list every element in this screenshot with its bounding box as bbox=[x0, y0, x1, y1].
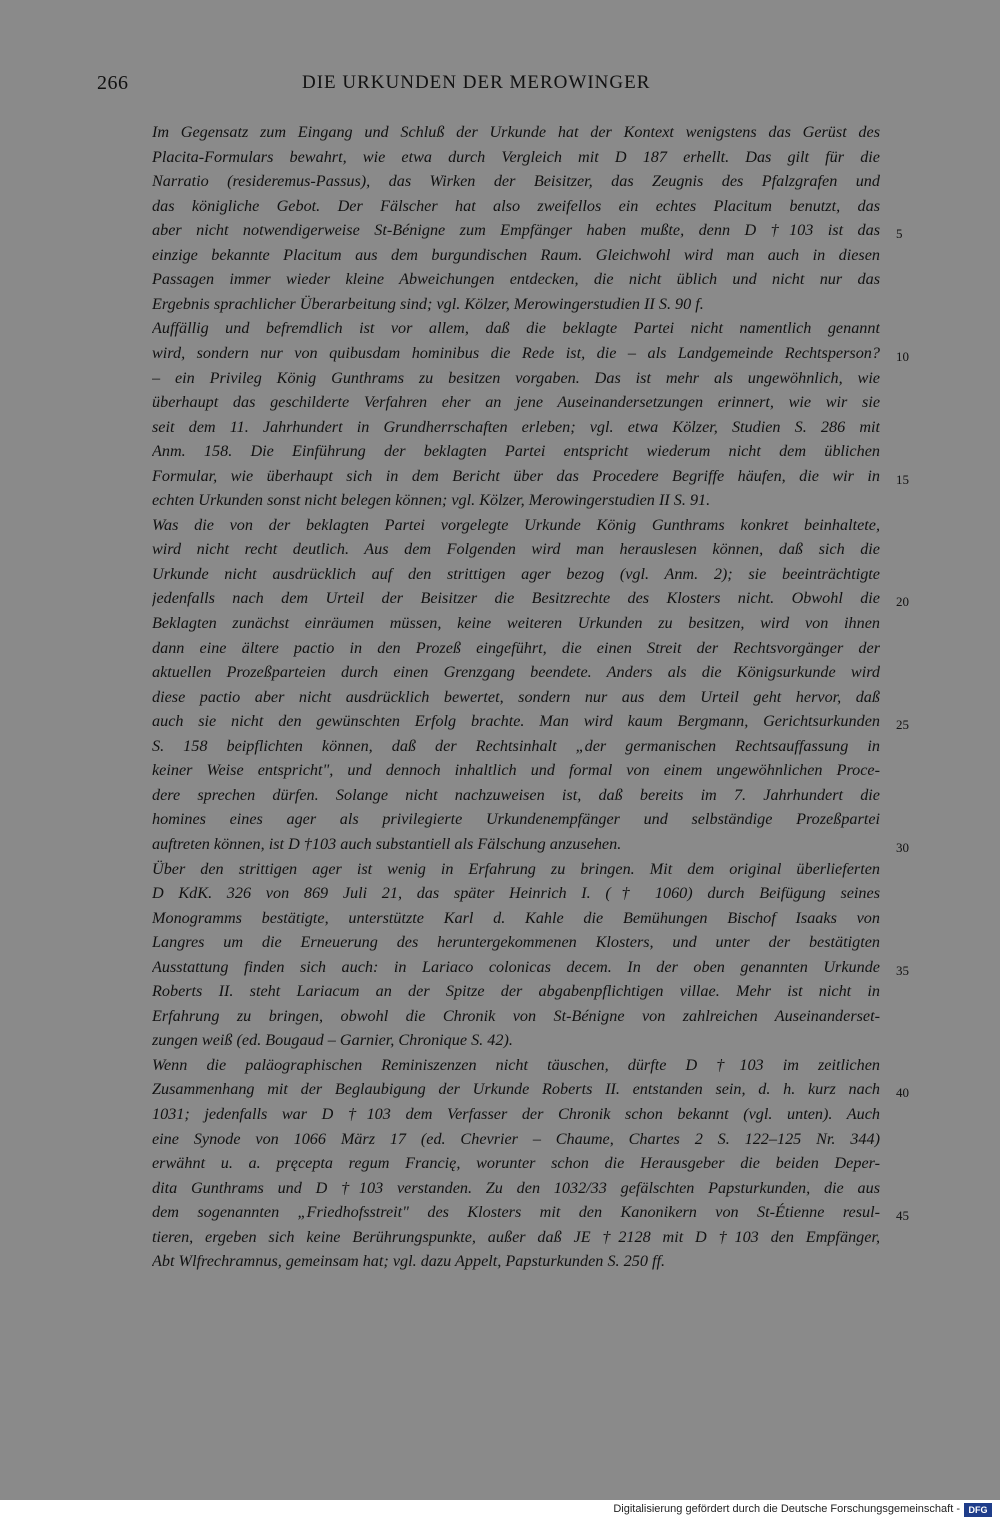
text-line: aktuellen Prozeßparteien durch einen Grenzgang beendete. Anders als die Königsurkunde wird bbox=[152, 663, 880, 682]
text-line: Über den strittigen ager ist wenig in Erfahrung zu bringen. Mit dem original überlieferten bbox=[152, 859, 880, 878]
text-line: Abt Wlfrechramnus, gemeinsam hat; vgl. dazu Appelt, Papsturkunden S. 250 ff. bbox=[152, 1252, 665, 1271]
text-line: S. 158 beipflichten können, daß der Rechtsinhalt „der germanischen Rechtsauffassung in bbox=[152, 736, 880, 755]
text-line: 1031; jedenfalls war D †103 dem Verfasser der Chronik schon bekannt (vgl. unten). Auch bbox=[152, 1105, 880, 1123]
line-number: 15 bbox=[896, 471, 909, 487]
text-line: Ausstattung finden sich auch: in Lariaco colonicas decem. In der oben genannten Urkunde bbox=[152, 957, 880, 976]
running-title: DIE URKUNDEN DER MEROWINGER bbox=[302, 72, 651, 93]
line-number: 10 bbox=[896, 348, 909, 364]
line-number: 30 bbox=[896, 839, 909, 855]
text-line: wird nicht recht deutlich. Aus dem Folgenden wird man herauslesen können, daß sich die bbox=[152, 540, 880, 559]
text-line: dem sogenannten „Friedhofsstreit" des Klosters mit den Kanonikern von St-Étienne resul- bbox=[152, 1203, 880, 1222]
text-line: keiner Weise entspricht", und dennoch inhaltlich und formal von einem ungewöhnlichen Proce- bbox=[152, 761, 880, 780]
text-line: Formular, wie überhaupt sich in dem Bericht über das Procedere Begriffe häufen, die wir in bbox=[152, 466, 880, 485]
text-line: Zusammenhang mit der Beglaubigung der Urkunde Roberts II. entstanden sein, d. h. kurz nach bbox=[152, 1080, 880, 1099]
dfg-logo: DFG bbox=[964, 1503, 992, 1517]
text-line: D KdK. 326 von 869 Juli 21, das später Heinrich I. († 1060) durch Beifügung seines bbox=[152, 884, 880, 903]
text-line: aber nicht notwendigerweise St-Bénigne zum Empfänger haben mußte, denn D †103 ist das bbox=[152, 221, 880, 240]
text-line: wird, sondern nur von quibusdam hominibus die Rede ist, die – als Landgemeinde Rechtsperson? bbox=[152, 343, 880, 362]
text-line: Anm. 158. Die Einführung der beklagten Partei entspricht wiederum nicht dem üblichen bbox=[152, 442, 880, 461]
line-number: 40 bbox=[896, 1085, 909, 1101]
text-line: überhaupt das geschilderte Verfahren eher an jene Auseinandersetzungen erinnert, wie wir sie bbox=[152, 393, 880, 412]
line-number: 20 bbox=[896, 594, 909, 610]
text-line: zungen weiß (ed. Bougaud – Garnier, Chronique S. 42). bbox=[152, 1031, 513, 1050]
text-line: diese pactio aber nicht ausdrücklich bewertet, sondern nur aus dem Urteil geht hervor, daß bbox=[152, 687, 880, 706]
line-number: 45 bbox=[896, 1208, 909, 1224]
text-line: Narratio (resideremus-Passus), das Wirken der Beisitzer, das Zeugnis des Pfalzgrafen und bbox=[152, 172, 880, 191]
text-line: Beklagten zunächst einräumen müssen, keine weiteren Urkunden zu besitzen, wird von ihnen bbox=[152, 614, 880, 632]
text-line: tieren, ergeben sich keine Berührungspunkte, außer daß JE †2128 mit D †103 den Empfänger, bbox=[152, 1227, 880, 1246]
text-line: auftreten können, ist D †103 auch substantiell als Fälschung anzusehen. bbox=[152, 834, 622, 853]
text-line: seit dem 11. Jahrhundert in Grundherrschaften erleben; vgl. etwa Kölzer, Studien S. 286 mit bbox=[152, 417, 880, 436]
text-line: dann eine ältere pactio in den Prozeß eingeführt, die einen Streit der Rechtsvorgänger der bbox=[152, 638, 880, 657]
text-line: Auffällig und befremdlich ist vor allem, daß die beklagte Partei nicht namentlich genannt bbox=[152, 319, 880, 338]
text-line: einzige bekannte Placitum aus dem burgundischen Raum. Gleichwohl wird man auch in diesen bbox=[152, 245, 880, 264]
text-line: dita Gunthrams und D †103 verstanden. Zu den 1032/33 gefälschten Papsturkunden, die aus bbox=[152, 1178, 880, 1197]
text-line: Placita-Formulars bewahrt, wie etwa durch Vergleich mit D 187 erhellt. Das gilt für die bbox=[152, 147, 880, 166]
footer-credit: Digitalisierung gefördert durch die Deutsche Forschungsgemeinschaft - bbox=[613, 1503, 960, 1515]
text-line: eine Synode von 1066 März 17 (ed. Chevrier – Chaume, Chartes 2 S. 122–125 Nr. 344) bbox=[152, 1129, 880, 1148]
footer-bar bbox=[0, 1500, 1000, 1521]
page-header bbox=[97, 72, 880, 102]
text-line: Im Gegensatz zum Eingang und Schluß der Urkunde hat der Kontext wenigstens das Gerüst des bbox=[152, 123, 880, 141]
text-line: – ein Privileg König Gunthrams zu besitzen vorgaben. Das ist mehr als ungewöhnlich, wie bbox=[152, 368, 880, 387]
text-line: homines eines ager als privilegierte Urkundenempfänger und selbständige Prozeßpartei bbox=[152, 810, 880, 829]
text-line: dere sprechen dürfen. Solange nicht nachzuweisen ist, daß bereits im 7. Jahrhundert die bbox=[152, 785, 880, 804]
text-line: Langres um die Erneuerung des heruntergekommenen Klosters, und unter der bestätigten bbox=[152, 933, 880, 952]
text-line: Monogramms bestätigte, unterstützte Karl d. Kahle die Bemühungen Bischof Isaaks von bbox=[152, 908, 880, 927]
text-line: erwähnt u. a. pręcepta regum Francię, worunter schon die Herausgeber die beiden Deper- bbox=[152, 1154, 880, 1173]
text-line: Ergebnis sprachlicher Überarbeitung sind; vgl. Kölzer, Merowingerstudien II S. 90 f. bbox=[152, 294, 704, 313]
text-line: echten Urkunden sonst nicht belegen können; vgl. Kölzer, Merowingerstudien II S. 91. bbox=[152, 491, 711, 510]
text-line: Wenn die paläographischen Reminiszenzen nicht täuschen, dürfte D †103 im zeitlichen bbox=[152, 1055, 880, 1074]
text-line: Urkunde nicht ausdrücklich auf den strittigen ager bezog (vgl. Anm. 2); sie beeinträchtigte bbox=[152, 564, 880, 583]
text-line: jedenfalls nach dem Urteil der Beisitzer die Besitzrechte des Klosters nicht. Obwohl die bbox=[152, 589, 880, 608]
text-line: das königliche Gebot. Der Fälscher hat also zweifellos ein echtes Placitum benutzt, das bbox=[152, 196, 880, 215]
page-number: 266 bbox=[97, 72, 129, 94]
text-line: Was die von der beklagten Partei vorgelegte Urkunde König Gunthrams konkret beinhaltete, bbox=[152, 515, 880, 534]
line-number: 25 bbox=[896, 717, 909, 733]
text-line: Passagen immer wieder kleine Abweichungen entdecken, die nicht üblich und nicht nur das bbox=[152, 270, 880, 289]
text-line: auch sie nicht den gewünschten Erfolg brachte. Man wird kaum Bergmann, Gerichtsurkunden bbox=[152, 712, 880, 731]
line-number: 5 bbox=[896, 226, 903, 242]
text-line: Erfahrung zu bringen, obwohl die Chronik von St-Bénigne von zahlreichen Auseinanderset- bbox=[152, 1006, 880, 1025]
text-line: Roberts II. steht Lariacum an der Spitze der abgabenpflichtigen villae. Mehr ist nicht in bbox=[152, 982, 880, 1001]
line-number: 35 bbox=[896, 962, 909, 978]
